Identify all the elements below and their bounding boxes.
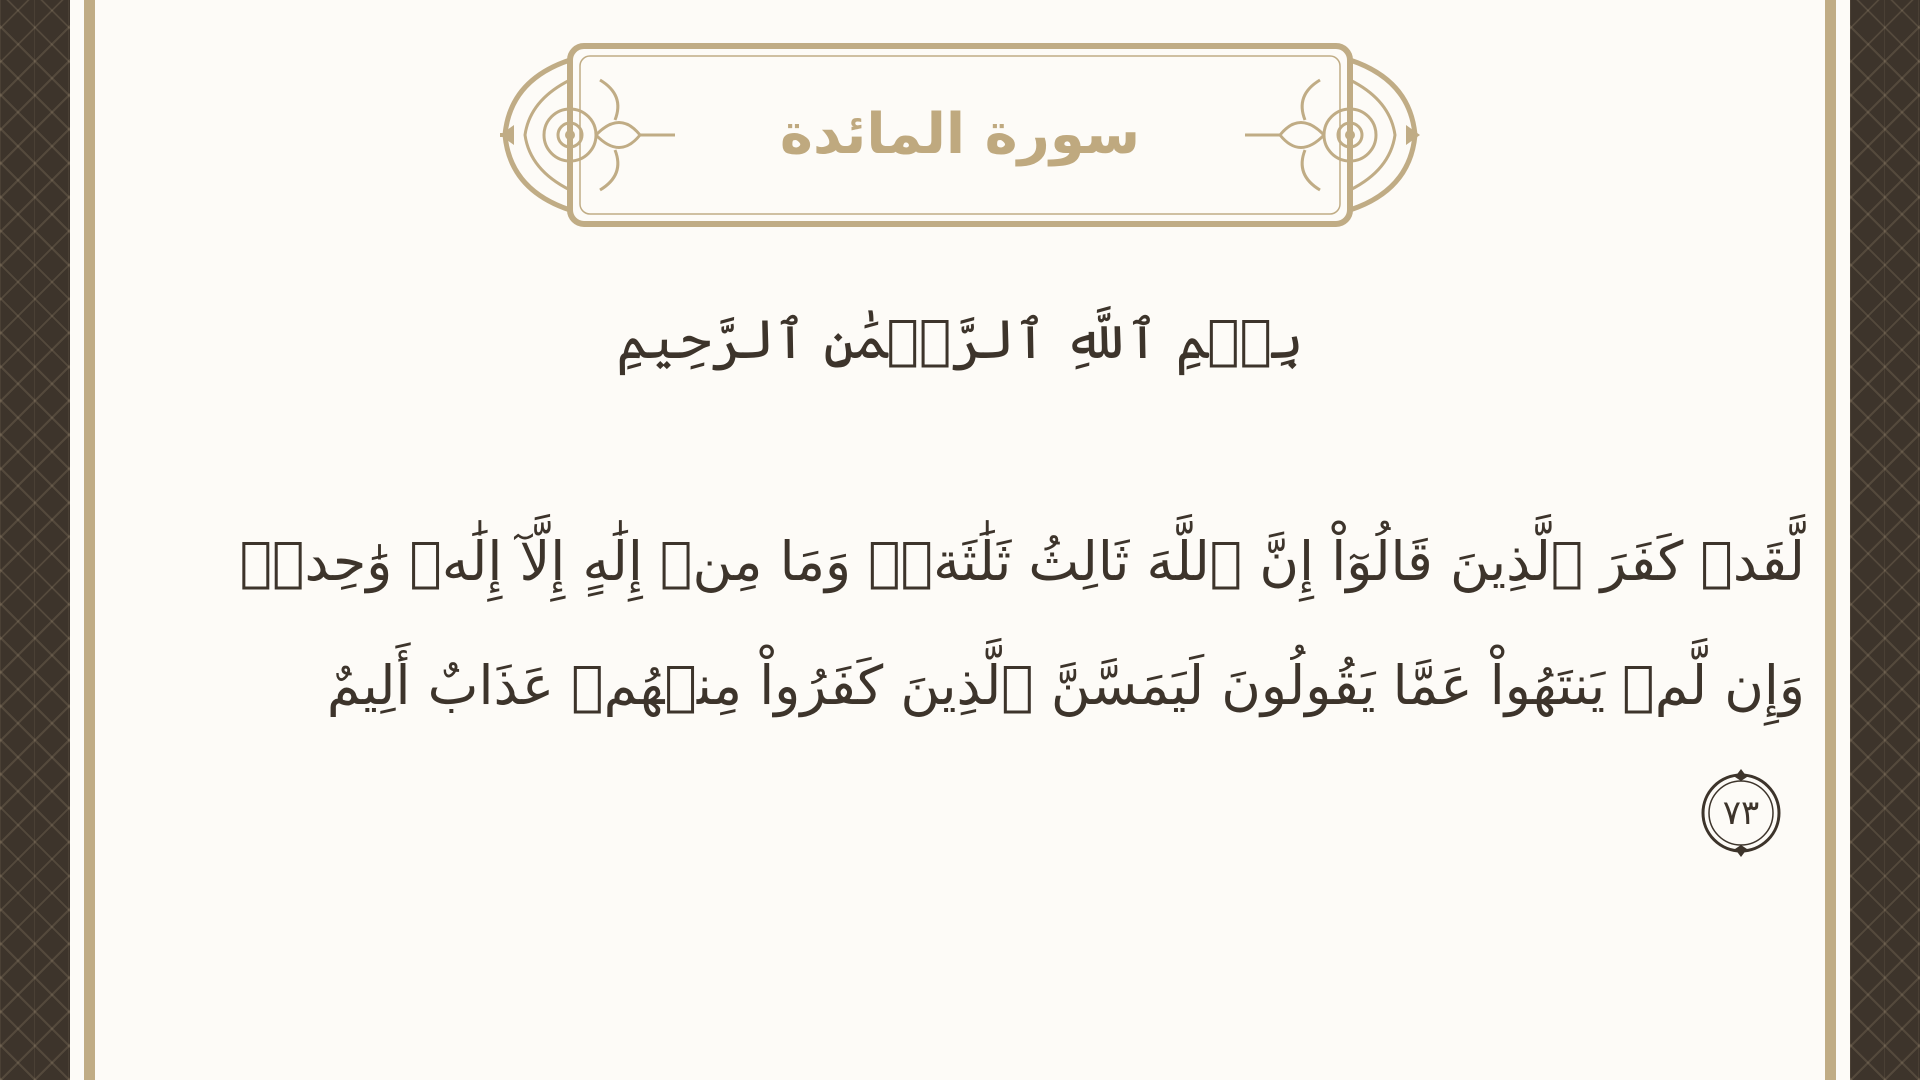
right-gold-rule <box>1825 0 1836 1080</box>
basmala: بِسۡمِ ٱللَّهِ ٱلرَّحۡمَٰنِ ٱلرَّحِيمِ <box>616 308 1304 371</box>
left-gold-rule <box>84 0 95 1080</box>
ayah-end-marker <box>1697 769 1785 857</box>
verse-text: لَّقَدۡ كَفَرَ ٱلَّذِينَ قَالُوٓاْ إِنَّ ٱللَّهَ ثَالِثُ ثَلَٰثَةٖۘ وَمَا مِنۡ إِلَٰهٍ إِلَّآ إِلَٰهٞ وَٰحِدٞۚ وَإِن لَّمۡ يَنتَهُواْ عَمَّا يَقُولُونَ لَيَمَسَّنَّ ٱلَّذِينَ كَفَرُواْ مِنۡهُمۡ عَذَابٌ أَلِيمٌ <box>239 530 1805 717</box>
verse-block <box>215 500 1805 872</box>
ayah-number: ٧٣ <box>1722 793 1760 834</box>
right-ornamental-border <box>1850 0 1920 1080</box>
surah-name: سورة المائدة <box>779 102 1141 167</box>
surah-title-frame <box>500 40 1420 230</box>
left-ornamental-border <box>0 0 70 1080</box>
